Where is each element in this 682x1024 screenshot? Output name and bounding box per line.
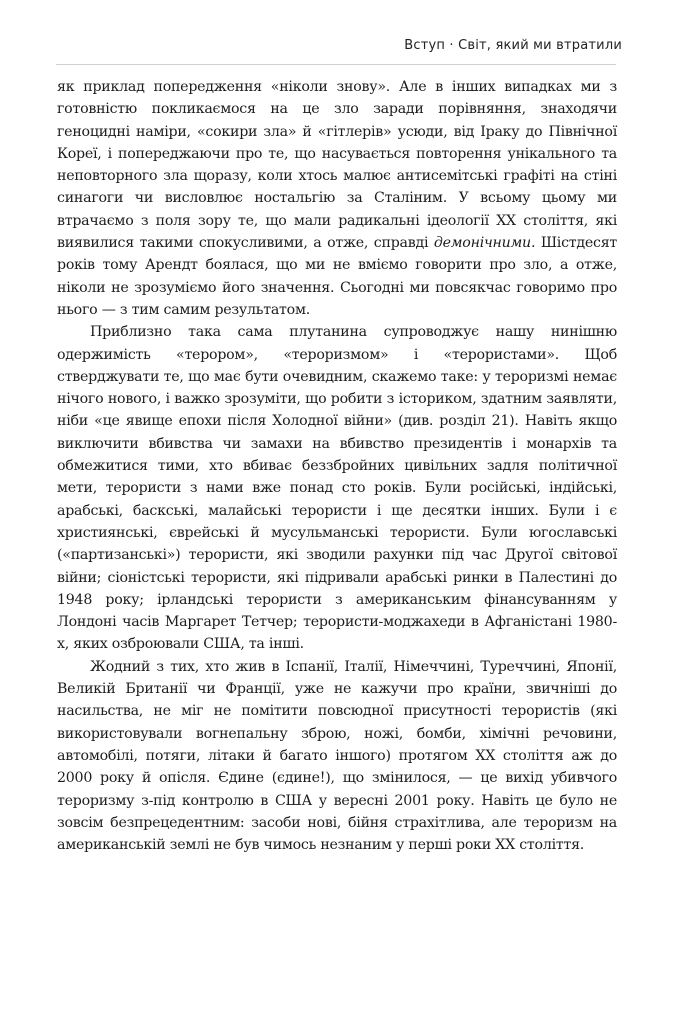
- paragraph-text: . Шістдесят років тому Арендт боялася, що ми не вміємо говорити про зло, а отже, ніколи не зрозуміємо його значення. Сьогодні ми повсякчас говоримо про нього — з тим самим результатом.: [57, 235, 617, 318]
- paragraph-continuation: [57, 76, 617, 321]
- paragraph-text: як приклад попередження «ніколи знову». Але в інших випадках ми з готовністю покликаємося на це зло заради порівняння, знаходячи геноцидні наміри, «сокири зла» й «гітлерів» усюди, від Іраку до Північної Кореї, і попереджаючи про те, що насувається повторення унікального та неповторного зла щоразу, коли хтось малює антисемітські графіті на стіні синагоги чи висловлює ностальгію за Сталіним. У всьому цьому ми втрачаємо з поля зору те, що мали радикальні ідеології ХХ століття, які виявилися такими спокусливими, а отже, справді: [57, 79, 617, 252]
- running-header: Вступ · Світ, який ми втратили: [404, 38, 622, 53]
- body-text: [57, 76, 617, 856]
- emphasis-text: демонічними: [433, 235, 531, 252]
- paragraph-europe: [57, 656, 617, 857]
- paragraph-text: Жодний з тих, хто жив в Іспанії, Італії, Німеччині, Туреччині, Японії, Великій Британії чи Франції, уже не кажучи про країни, звичніші до насильства, не міг не помітити повсюдної присутності терористів (які використовували вогнепальну зброю, ножі, бомби, хімічні речовини, автомобілі, потяги, літаки й багато іншого) протягом ХХ століття аж до 2000 року й опісля. Єдине (єдине!), що змінилося, — це вихід убивчого тероризму з-під контролю в США у вересні 2001 року. Навіть це було не зовсім безпрецедентним: засоби нові, бійня страхітлива, але тероризм на американській землі не був чимось незнаним у перші роки ХХ століття.: [57, 658, 617, 854]
- header-divider: [56, 64, 616, 65]
- paragraph-text: Приблизно така сама плутанина супроводжує нашу нинішню одержимість «терором», «тероризмом» і «терористами». Щоб стверджувати те, що має бути очевидним, скажемо таке: у тероризмі немає нічого нового, і важко зрозуміти, що робити з істориком, здатним заявляти, ніби «це явище епохи після Холодної війни» (див. розділ 21). Навіть якщо виключити вбивства чи замахи на вбивство президентів і монархів та обмежитися тими, хто вбиває беззбройних цивільних задля політичної мети, терористи з нами вже понад сто років. Були російські, індійські, арабські, баскські, малайські терористи і ще десятки інших. Були і є християнські, єврейські й мусульманські терористи. Були югославські («партизанські») терористи, які зводили рахунки під час Другої світової війни; сіоністські терористи, які підривали арабські ринки в Палестині до 1948 року; ірландські терористи з американським фінансуванням у Лондоні часів Маргарет Тетчер; терористи-моджахеди в Афганістані 1980-х, яких озброювали США, та інші.: [57, 324, 617, 653]
- paragraph-terrorism: [57, 321, 617, 655]
